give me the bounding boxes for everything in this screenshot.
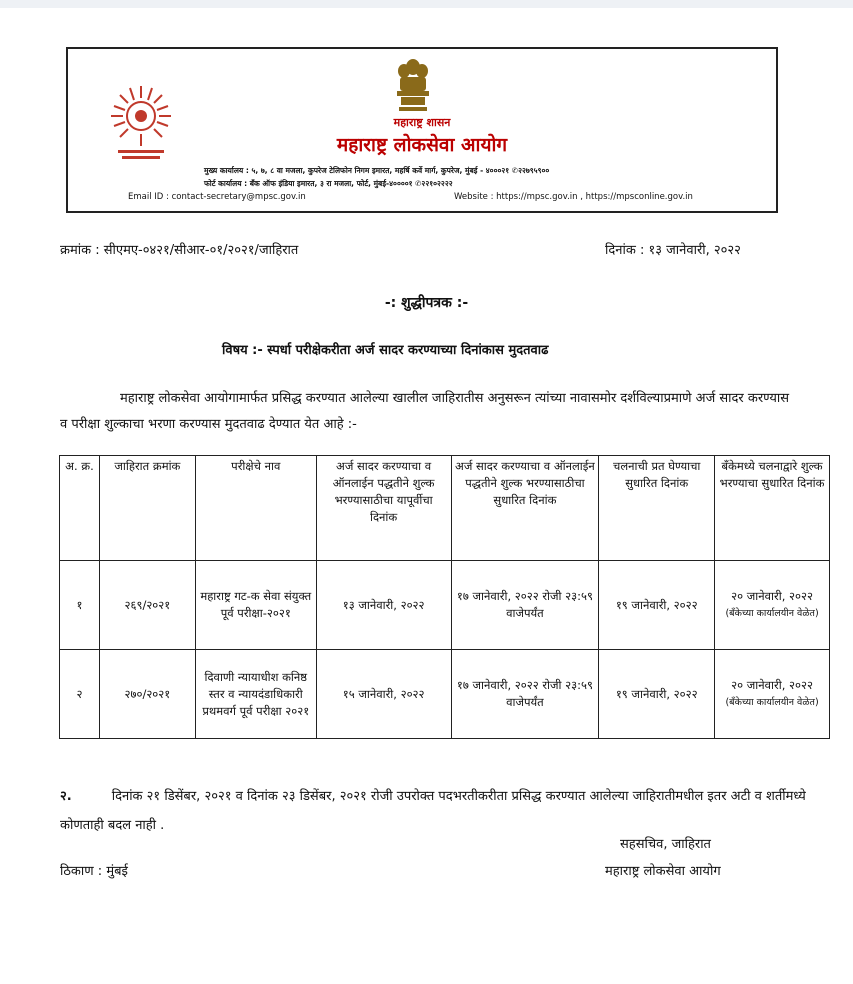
cell-bank-date xyxy=(715,561,830,650)
national-emblem-icon xyxy=(391,57,435,115)
signatory-organization: महाराष्ट्र लोकसेवा आयोग xyxy=(605,864,721,879)
website: Website : https://mpsc.gov.in , https://mpsconline.gov.in xyxy=(454,192,693,202)
paragraph-number: २. xyxy=(60,789,72,804)
top-strip xyxy=(0,0,853,8)
cell-challan-date: १९ जानेवारी, २०२२ xyxy=(599,561,715,650)
main-office-address: मुख्य कार्यालय : ५, ७, ८ वा मजला, कुपरेज टेलिफोन निगम इमारत, महर्षि कर्वे मार्ग, कुपरेज, मुंबई - ४०००२१ ✆२२७९५९०० xyxy=(204,166,550,175)
email-id: Email ID : contact-secretary@mpsc.gov.in xyxy=(128,192,306,202)
header-previous-date: अर्ज सादर करण्याचा व ऑनलाईन पद्धतीने शुल्क भरण्यासाठीचा यापूर्वीचा दिनांक xyxy=(316,456,451,561)
extension-table xyxy=(59,455,830,739)
cell-advt-no: २६९/२०२१ xyxy=(99,561,195,650)
cell-revised-date: १७ जानेवारी, २०२२ रोजी २३:५९ वाजेपर्यंत xyxy=(451,650,599,739)
table-row xyxy=(60,561,830,650)
commission-name: महाराष्ट्र लोकसेवा आयोग xyxy=(336,134,508,156)
bank-date-value: २० जानेवारी, २०२२ xyxy=(731,678,813,692)
note-paragraph xyxy=(60,782,820,840)
corrigendum-heading: -: शुद्धीपत्रक :- xyxy=(384,295,469,311)
cell-bank-date xyxy=(715,650,830,739)
signatory-title: सहसचिव, जाहिरात xyxy=(620,837,711,852)
cell-previous-date: १३ जानेवारी, २०२२ xyxy=(316,561,451,650)
cell-sr: २ xyxy=(60,650,100,739)
bank-hours-note: (बँकेच्या कार्यालयीन वेळेत) xyxy=(725,608,819,619)
cell-revised-date: १७ जानेवारी, २०२२ रोजी २३:५९ वाजेपर्यंत xyxy=(451,561,599,650)
intro-paragraph: महाराष्ट्र लोकसेवा आयोगामार्फत प्रसिद्ध करण्यात आलेल्या खालील जाहिरातीस अनुसरून त्यांच्या नावासमोर दर्शविल्याप्रमाणे अर्ज सादर करण्यास व परीक्षा शुल्काचा भरणा करण्यास मुदतवाढ देण्यात येत आहे :- xyxy=(60,391,790,432)
cell-previous-date: १५ जानेवारी, २०२२ xyxy=(316,650,451,739)
header-bank-date: बँकेमध्ये चलनाद्वारे शुल्क भरण्याचा सुधारित दिनांक xyxy=(715,456,830,561)
table-header-row xyxy=(60,456,830,561)
cell-advt-no: २७०/२०२१ xyxy=(99,650,195,739)
bank-hours-note: (बँकेच्या कार्यालयीन वेळेत) xyxy=(725,697,819,708)
government-name: महाराष्ट्र शासन xyxy=(393,116,451,129)
fort-office-address: फोर्ट कार्यालय : बँक ऑफ इंडिया इमारत, ३ रा मजला, फोर्ट, मुंबई-४००००१ ✆२२१०२२२२ xyxy=(204,179,453,188)
cell-exam-name: दिवाणी न्यायाधीश कनिष्ठ स्तर व न्यायदंडाधिकारी प्रथमवर्ग पूर्व परीक्षा २०२१ xyxy=(195,650,316,739)
header-challan-date: चलनाची प्रत घेण्याचा सुधारित दिनांक xyxy=(599,456,715,561)
note-text: दिनांक २१ डिसेंबर, २०२१ व दिनांक २३ डिसेंबर, २०२१ रोजी उपरोक्त पदभरतीकरीता प्रसिद्ध करण्यात आलेल्या जाहिरातीमधील इतर अटी व शर्तीमध्ये कोणताही बदल नाही . xyxy=(60,789,806,833)
subject-line: विषय :- स्पर्धा परीक्षेकरीता अर्ज सादर करण्याच्या दिनांकास मुदतवाढ xyxy=(222,343,549,358)
bank-date-value: २० जानेवारी, २०२२ xyxy=(731,589,813,603)
header-sr: अ. क्र. xyxy=(60,456,100,561)
table-row xyxy=(60,650,830,739)
reference-number: क्रमांक : सीएमए-०४२१/सीआर-०१/२०२१/जाहिरात xyxy=(60,243,299,258)
header-advt-no: जाहिरात क्रमांक xyxy=(99,456,195,561)
letterhead xyxy=(66,47,778,213)
cell-challan-date: १९ जानेवारी, २०२२ xyxy=(599,650,715,739)
cell-sr: १ xyxy=(60,561,100,650)
place: ठिकाण : मुंबई xyxy=(60,864,128,879)
document-date: दिनांक : १३ जानेवारी, २०२२ xyxy=(605,243,741,258)
cell-exam-name: महाराष्ट्र गट-क सेवा संयुक्त पूर्व परीक्षा-२०२१ xyxy=(195,561,316,650)
header-exam-name: परीक्षेचे नाव xyxy=(195,456,316,561)
header-revised-date: अर्ज सादर करण्याचा व ऑनलाईन पद्धतीने शुल्क भरण्यासाठीचा सुधारित दिनांक xyxy=(451,456,599,561)
